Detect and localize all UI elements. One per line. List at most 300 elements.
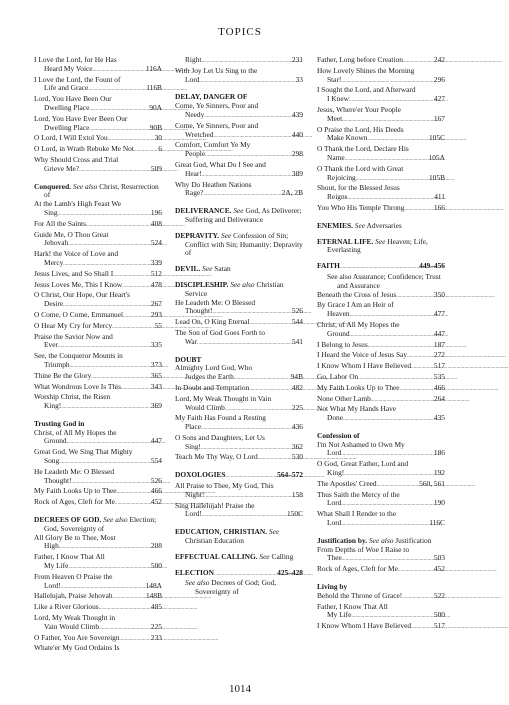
topic-heading	[175, 207, 303, 225]
hymn-number: 503	[433, 553, 445, 563]
entry-line	[34, 65, 162, 76]
entry-title: Ground	[327, 328, 350, 338]
heading-title: EFFECTUAL CALLING.	[175, 551, 258, 561]
index-entry	[34, 372, 162, 383]
dot-leader	[199, 76, 294, 87]
entry-line	[34, 322, 162, 333]
entry-title: O Father, You Are Sovereign	[34, 632, 120, 642]
hymn-number: 105C	[428, 133, 445, 143]
hymn-number: 350	[433, 289, 445, 299]
hymn-number: 148B	[145, 591, 162, 601]
see-label: See	[202, 264, 213, 274]
heading-title: DELIVERANCE.	[175, 206, 232, 216]
entry-title: Teach Me Thy Way, O Lord	[175, 452, 258, 462]
entry-title: Thus Saith the Mercy of the	[317, 489, 400, 499]
index-entry	[34, 352, 162, 372]
topic-heading	[175, 528, 303, 546]
entry-title: O Sons and Daughters, Let Us	[175, 432, 265, 442]
index-column-middle	[175, 56, 303, 597]
index-entry	[175, 329, 303, 349]
hymn-number: 267	[150, 299, 162, 309]
index-entry	[175, 181, 303, 201]
hymn-number: 512	[150, 268, 162, 278]
index-entry	[175, 395, 303, 415]
entry-line	[34, 220, 162, 231]
index-entry	[175, 67, 303, 87]
entry-title: Lord	[327, 498, 342, 508]
hymn-number: 369	[150, 401, 162, 411]
entry-title: Beneath the Cross of Jesus	[317, 289, 397, 299]
hymn-number: 526	[150, 475, 162, 485]
entry-title: Lord	[327, 518, 342, 528]
dot-leader	[400, 384, 433, 395]
hymn-number: 554	[150, 456, 162, 466]
hymn-number: 439	[291, 109, 303, 119]
hymn-number: 500	[433, 610, 445, 620]
entry-title: Jesus, Where'er Your People	[317, 104, 401, 114]
hymn-number: 90B	[149, 122, 162, 132]
heading-title: Confession of	[317, 430, 360, 440]
topic-heading	[175, 553, 303, 562]
heading-title: DOXOLOGIES	[175, 470, 226, 480]
index-entry	[34, 429, 162, 449]
entry-title: The Son of God Goes Forth to	[175, 327, 265, 337]
heading-title: EDUCATION, CHRISTIAN.	[175, 527, 268, 537]
hymn-number: 105B	[428, 172, 445, 182]
index-entry	[34, 534, 162, 554]
entry-title: With Joy Let Us Sing to the	[175, 65, 258, 75]
index-entry	[317, 67, 445, 87]
dot-leader	[86, 220, 150, 231]
index-entry	[34, 291, 162, 311]
index-entry	[34, 393, 162, 413]
entry-title: He Leadeth Me: O Blessed	[175, 297, 256, 307]
index-entry	[175, 299, 303, 319]
dot-leader	[398, 565, 433, 576]
entry-title: Rock of Ages, Cleft for Me	[34, 497, 115, 507]
entry-title: Whate'er My God Ordains Is	[34, 643, 120, 653]
index-entry	[34, 270, 162, 281]
hymn-range: 425–428	[277, 567, 303, 577]
hymn-range: 564–572	[277, 470, 303, 480]
entry-title: Lord	[327, 448, 342, 458]
heading-title: ENEMIES.	[317, 220, 353, 230]
heading-line	[175, 281, 303, 299]
hymn-number: 233	[150, 632, 162, 642]
heading-title: DEPRAVITY.	[175, 230, 220, 240]
see-target: Calling	[271, 551, 294, 561]
index-entry	[34, 200, 162, 220]
hymn-number: 530	[291, 452, 303, 462]
hymn-number: 192	[433, 468, 445, 478]
index-entry	[317, 301, 445, 321]
hymn-number: 343	[150, 381, 162, 391]
index-entry	[34, 573, 162, 593]
hymn-number: 408	[150, 218, 162, 228]
entry-line	[175, 170, 303, 181]
entry-line	[34, 270, 162, 281]
dot-leader	[123, 311, 150, 322]
index-entry	[317, 441, 445, 461]
see-target: Christ, Resurrection of	[44, 181, 159, 200]
entry-title: Right	[185, 55, 202, 64]
entry-title: Lead On, O King Eternal	[175, 317, 250, 327]
entry-title: The Apostles' Creed	[317, 478, 377, 488]
hymn-number: 187	[433, 339, 445, 349]
heading-title: ELECTION	[175, 567, 215, 577]
hymn-number: 296	[433, 74, 445, 84]
heading-line	[34, 183, 162, 201]
heading-line	[317, 238, 445, 256]
entry-title: Sing	[44, 207, 58, 217]
see-label: See	[268, 527, 280, 537]
entry-title: Lord, You Have Ever Been Our	[34, 113, 128, 123]
entry-line	[317, 519, 445, 530]
entry-title: Thine Be the Glory	[34, 370, 92, 380]
hymn-number: 190	[433, 498, 445, 508]
index-entry	[34, 553, 162, 573]
entry-title: I Love the Lord, the Fount of	[34, 74, 121, 84]
see-label: See	[259, 551, 270, 561]
index-columns	[34, 56, 446, 668]
entry-line	[175, 76, 303, 87]
hymn-number: 55	[154, 320, 162, 330]
heading-title: ETERNAL LIFE.	[317, 236, 374, 246]
hymn-number: 6	[158, 144, 162, 154]
entry-title: By Grace I Am an Heir of	[317, 300, 394, 310]
index-entry	[317, 86, 445, 106]
index-entry	[34, 95, 162, 115]
index-entry	[34, 76, 162, 96]
index-entry	[175, 502, 303, 522]
entry-title: My Life	[44, 561, 69, 571]
entry-title: Sing!	[185, 441, 202, 451]
entry-title: All Praise to Thee, My God, This	[175, 481, 274, 491]
index-entry	[175, 122, 303, 142]
topic-heading	[175, 281, 303, 299]
hymn-number: 116B	[146, 83, 162, 93]
entry-title: My Faith Looks Up to Thee	[34, 486, 117, 496]
heading-line	[175, 553, 303, 562]
see-label: See	[354, 220, 366, 230]
index-entry	[317, 565, 445, 576]
dot-leader	[61, 402, 150, 413]
see-target: Christian Service	[185, 279, 284, 298]
entry-title: None Other Lamb	[317, 393, 371, 403]
entry-title: Make Known	[327, 133, 368, 143]
entry-title: Comfort, Comfort Ye My	[175, 140, 251, 150]
entry-title: From Depths of Woe I Raise to	[317, 544, 410, 554]
entry-title: Worship Christ, the Risen	[34, 392, 111, 402]
heading-title: DOUBT	[175, 354, 202, 364]
heading-title: FAITH	[317, 261, 340, 271]
heading-line	[175, 265, 303, 274]
heading-title: Conquered.	[34, 181, 72, 191]
hymn-number: 466	[433, 382, 445, 392]
page-number: 1014	[229, 683, 251, 695]
index-entry	[34, 333, 162, 353]
entry-title: Wretched	[185, 129, 214, 139]
hymn-number: 365	[150, 370, 162, 380]
entry-title: War	[185, 336, 198, 346]
index-entry	[34, 498, 162, 509]
dot-leader	[203, 189, 280, 200]
heading-title: DELAY, DANGER OF	[175, 92, 248, 102]
entry-title: Ever	[44, 340, 58, 350]
hymn-number: 535	[433, 371, 445, 381]
hymn-number: 500	[150, 561, 162, 571]
hymn-number: 524	[150, 238, 162, 248]
index-entry	[317, 165, 445, 185]
entry-title: At the Lamb's High Feast We	[34, 199, 122, 209]
entry-title: In Doubt and Temptation	[175, 382, 250, 392]
hymn-number: 478	[150, 279, 162, 289]
dot-leader	[202, 510, 286, 521]
index-entry	[175, 102, 303, 122]
entry-line	[175, 338, 303, 349]
index-entry	[317, 460, 445, 480]
dot-leader	[79, 165, 150, 176]
entry-title: See, the Conqueror Mounts in	[34, 351, 123, 361]
hymn-number: 242	[433, 55, 445, 64]
dot-leader	[350, 330, 433, 341]
topic-heading	[317, 238, 445, 256]
index-entry	[317, 106, 445, 126]
hymn-number: 105A	[428, 152, 445, 162]
hymn-number: 167	[433, 113, 445, 123]
dot-leader	[91, 372, 150, 383]
entry-title: Hear!	[185, 168, 202, 178]
index-entry	[317, 405, 445, 425]
see-target: God, As Deliverer; Suffering and Deliverance	[185, 206, 302, 224]
see-target: Confession of Sin; Conflict with Sin; Humanity: Depravity of	[185, 230, 303, 258]
entry-title: Come, Ye Sinners, Poor and	[175, 120, 259, 130]
entry-title: Needy	[185, 109, 205, 119]
entry-title: I Heard the Voice of Jesus Say	[317, 350, 408, 360]
index-entry	[317, 126, 445, 146]
entry-title: Star!	[327, 74, 342, 84]
entry-title: High	[44, 541, 59, 551]
entry-title: I Knew	[327, 94, 349, 104]
heading-line	[175, 207, 303, 225]
entry-title: O Thank the Lord with Great	[317, 163, 404, 173]
entry-title: O Hear My Cry for Mercy	[34, 320, 113, 330]
see-target: Decrees of God; God, Sovereignty of	[195, 578, 277, 597]
see-target: Satan	[214, 264, 231, 274]
entry-title: Mercy	[44, 257, 64, 267]
index-entry	[317, 184, 445, 204]
index-entry	[34, 156, 162, 176]
hymn-number: 272	[433, 350, 445, 360]
entry-line	[317, 330, 445, 341]
entry-title: Place	[185, 422, 202, 432]
dot-leader	[93, 65, 145, 76]
see-also	[175, 579, 303, 597]
entry-title: Meet	[327, 113, 343, 123]
entry-title: O Lord, I Will Extol You	[34, 133, 108, 143]
entry-line	[317, 115, 445, 126]
heading-line	[317, 222, 445, 231]
dot-leader	[115, 498, 150, 509]
heading-line	[175, 232, 303, 258]
see-label: See	[233, 206, 244, 216]
hymn-number: 485	[150, 602, 162, 612]
heading-title: DISCIPLESHIP.	[175, 279, 229, 289]
hymn-number: 339	[150, 257, 162, 267]
entry-line	[317, 622, 445, 633]
entry-title: Christ, of All My Hopes the	[34, 427, 117, 437]
entry-title: I Know Whom I Have Believed	[317, 621, 412, 631]
entry-title: Go, Labor On	[317, 371, 359, 381]
dot-leader	[411, 622, 433, 633]
hymn-number: 150C	[286, 509, 303, 519]
hymn-number: 373	[150, 359, 162, 369]
entry-title: Jesus Loves Me, This I Know	[34, 279, 123, 289]
index-column-left	[34, 56, 162, 653]
hymn-number: 225	[291, 402, 303, 412]
entry-line	[34, 402, 162, 413]
entry-line	[34, 498, 162, 509]
hymn-number: 466	[150, 486, 162, 496]
entry-title: Dwelling Place	[44, 102, 90, 112]
entry-title: Thee	[327, 553, 342, 563]
entry-title: Grieve Me?	[44, 163, 80, 173]
entry-title: Sing Hallelujah! Praise the	[175, 500, 255, 510]
dot-leader	[341, 519, 428, 530]
hymn-number: 186	[433, 448, 445, 458]
dot-leader	[113, 270, 150, 281]
hymn-number: 517	[433, 621, 445, 631]
entry-title: Lord, My Weak Thought in Vain	[175, 393, 272, 403]
heading-line	[34, 516, 162, 534]
entry-line	[317, 565, 445, 576]
entry-title: King!	[44, 401, 62, 411]
entry-title: Triumph	[44, 359, 70, 369]
entry-title: I'm Not Ashamed to Own My	[317, 439, 405, 449]
entry-title: Life and Grace	[44, 83, 89, 93]
index-entry	[34, 448, 162, 468]
hymn-number: 94B	[290, 372, 303, 382]
entry-title: Lord, You Have Been Our	[34, 94, 112, 104]
entry-title: Why Do Heathen Nations	[175, 179, 252, 189]
hymn-number: 526	[291, 306, 303, 316]
index-entry	[317, 603, 445, 623]
hymn-number: 541	[291, 336, 303, 346]
entry-title: Lord!	[185, 509, 202, 519]
entry-title: Done	[327, 413, 344, 423]
entry-title: O God, Great Father, Lord and	[317, 459, 409, 469]
entry-title: Reigns	[327, 192, 348, 202]
entry-title: King!	[327, 468, 345, 478]
entry-title: Christ, of All My Hopes the	[317, 319, 400, 329]
hymn-number: 158	[291, 489, 303, 499]
index-entry	[175, 482, 303, 502]
index-entry	[317, 321, 445, 341]
entry-title: Guide Me, O Thou Great	[34, 229, 109, 239]
hymn-number: 116C	[429, 518, 445, 528]
entry-title: Desire	[44, 299, 64, 309]
entry-title: All Glory Be to Thee, Most	[34, 532, 116, 542]
entry-title: Great God, What Do I See and	[175, 159, 266, 169]
hymn-number: 436	[291, 422, 303, 432]
heading-title: Trusting God in	[34, 418, 85, 428]
page-header: TOPICS	[218, 26, 262, 38]
dot-leader	[197, 338, 291, 349]
entry-title: My Faith Has Found a Resting	[175, 413, 266, 423]
heading-line	[175, 528, 303, 546]
hymn-number: 447	[433, 328, 445, 338]
entry-title: Come, Ye Sinners, Poor and	[175, 101, 259, 111]
hymn-number: 440	[291, 129, 303, 139]
dot-leader	[343, 414, 433, 425]
index-entry	[34, 322, 162, 333]
dot-leader	[113, 592, 145, 603]
dot-leader	[117, 487, 150, 498]
entry-title: Thought!	[185, 306, 213, 316]
index-entry	[34, 115, 162, 135]
see-label: See	[375, 236, 386, 246]
entry-title: Vain Would Climb	[44, 621, 100, 631]
hymn-number: 560, 561	[419, 478, 445, 488]
topic-heading	[317, 222, 445, 231]
entry-line	[34, 644, 162, 653]
index-column-right	[317, 56, 445, 633]
entry-title: Why Should Cross and Trial	[34, 154, 119, 164]
entry-title: You Who His Temple Throng	[317, 202, 405, 212]
see-target: Adversaries	[366, 220, 402, 230]
index-entry	[317, 491, 445, 511]
entry-title: Ground	[44, 436, 67, 446]
entry-title: People	[185, 149, 206, 159]
index-entry	[175, 364, 303, 384]
hymn-number: 225	[150, 621, 162, 631]
entry-line	[34, 623, 162, 634]
index-entry	[317, 384, 445, 395]
entry-title: What Shall I Render to the	[317, 509, 397, 519]
index-entry	[34, 614, 162, 634]
entry-title: O Praise the Lord, His Deeds	[317, 124, 404, 134]
hymn-number: 196	[150, 207, 162, 217]
hymn-number: 544	[291, 317, 303, 327]
hymn-number: 298	[291, 149, 303, 159]
entry-title: How Lovely Shines the Morning	[317, 65, 415, 75]
hymn-number: 264	[433, 393, 445, 403]
hymn-number: 447	[150, 436, 162, 446]
entry-title: For All the Saints	[34, 218, 86, 228]
index-entry	[34, 56, 162, 76]
dot-leader	[134, 145, 157, 156]
hymn-number: 411	[434, 192, 445, 202]
entry-title: Heard My Voice	[44, 63, 93, 73]
entry-line	[175, 453, 303, 464]
entry-title: Father, I Know That All	[317, 601, 388, 611]
index-entry	[34, 644, 162, 653]
entry-title: My Faith Looks Up to Thee	[317, 382, 400, 392]
heading-title: DEVIL.	[175, 264, 201, 274]
hymn-number: 208	[150, 541, 162, 551]
hymn-number: 427	[433, 94, 445, 104]
index-entry	[175, 453, 303, 464]
dot-leader	[99, 623, 150, 634]
entry-title: Great God, We Sing That Mighty	[34, 447, 133, 457]
entry-title: Hallelujah, Praise Jehovah	[34, 591, 113, 601]
entry-title: Heaven	[327, 309, 350, 319]
dot-leader	[404, 204, 432, 215]
dot-leader	[258, 453, 291, 464]
entry-title: Behold the Throne of Grace!	[317, 590, 403, 600]
see-target: Heaven; Life, Everlasting	[327, 236, 428, 255]
see-target: Justification	[395, 535, 432, 545]
